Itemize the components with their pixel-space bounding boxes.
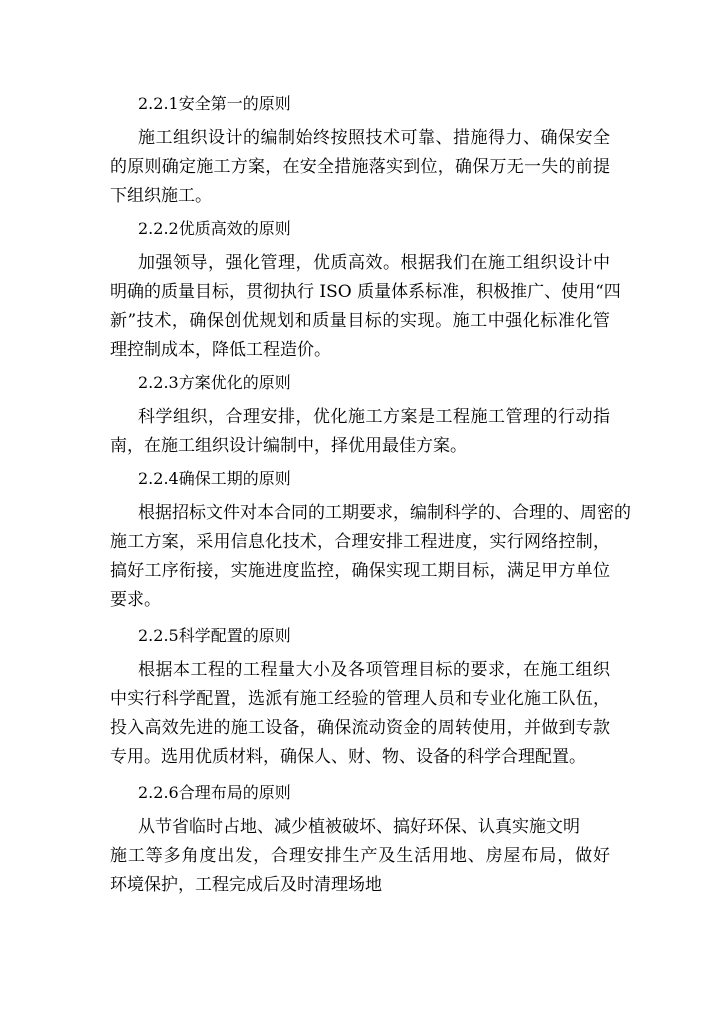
section-heading: 2.2.6合理布局的原则 [138, 783, 291, 802]
section-paragraph [110, 403, 610, 461]
section-heading: 2.2.2优质高效的原则 [138, 219, 291, 238]
paragraph-line: 科学组织，合理安排，优化施工方案是工程施工管理的行动指 [138, 407, 610, 427]
paragraph-line: 施工组织设计的编制始终按照技术可靠、措施得力、确保安全 [138, 128, 610, 148]
section-safety-first [110, 94, 610, 211]
paragraph-line: 施工等多角度出发，合理安排生产及生活用地、房屋布局，做好 [110, 846, 610, 866]
section-scientific-allocation [110, 626, 610, 772]
section-paragraph [110, 124, 610, 211]
paragraph-line: 要求。 [110, 590, 161, 610]
paragraph-line: 投入高效先进的施工设备，确保流动资金的周转使用，并做到专款 [110, 718, 610, 738]
paragraph-line: 环境保护，工程完成后及时清理场地 [110, 875, 382, 895]
paragraph-line: 施工方案，采用信息化技术，合理安排工程进度，实行网络控制， [110, 532, 610, 552]
section-schedule-assurance [110, 469, 631, 615]
paragraph-line: 明确的质量目标，贯彻执行 ISO 质量体系标准，积极推广、使用“四 [110, 282, 621, 302]
section-paragraph [110, 813, 610, 900]
paragraph-line: 的原则确定施工方案，在安全措施落实到位，确保万无一失的前提 [110, 157, 610, 177]
section-plan-optimization [110, 373, 610, 461]
paragraph-line: 加强领导，强化管理，优质高效。根据我们在施工组织设计中 [138, 253, 610, 273]
paragraph-line: 专用。选用优质材料，确保人、财、物、设备的科学合理配置。 [110, 747, 586, 767]
paragraph-line: 理控制成本，降低工程造价。 [110, 340, 331, 360]
section-paragraph [110, 499, 631, 615]
section-heading: 2.2.3方案优化的原则 [138, 373, 291, 392]
paragraph-line: 搞好工序衔接，实施进度监控，确保实现工期目标，满足甲方单位 [110, 561, 610, 581]
section-rational-layout [110, 783, 610, 900]
paragraph-line: 根据本工程的工程量大小及各项管理目标的要求，在施工组织 [138, 660, 610, 680]
paragraph-line: 下组织施工。 [110, 186, 212, 206]
paragraph-line: 从节省临时占地、减少植被破坏、搞好环保、认真实施文明 [138, 817, 580, 837]
paragraph-line: 根据招标文件对本合同的工期要求，编制科学的、合理的、周密的 [138, 503, 631, 523]
section-paragraph [110, 249, 621, 365]
section-heading: 2.2.5科学配置的原则 [138, 626, 291, 645]
paragraph-line: 中实行科学配置，选派有施工经验的管理人员和专业化施工队伍， [110, 689, 610, 709]
section-heading: 2.2.1安全第一的原则 [138, 94, 291, 113]
section-heading: 2.2.4确保工期的原则 [138, 469, 291, 488]
section-paragraph [110, 656, 610, 772]
section-quality-efficiency [110, 219, 621, 365]
paragraph-line: 新”技术，确保创优规划和质量目标的实现。施工中强化标准化管 [110, 311, 610, 331]
paragraph-line: 南，在施工组织设计编制中，择优用最佳方案。 [110, 436, 467, 456]
